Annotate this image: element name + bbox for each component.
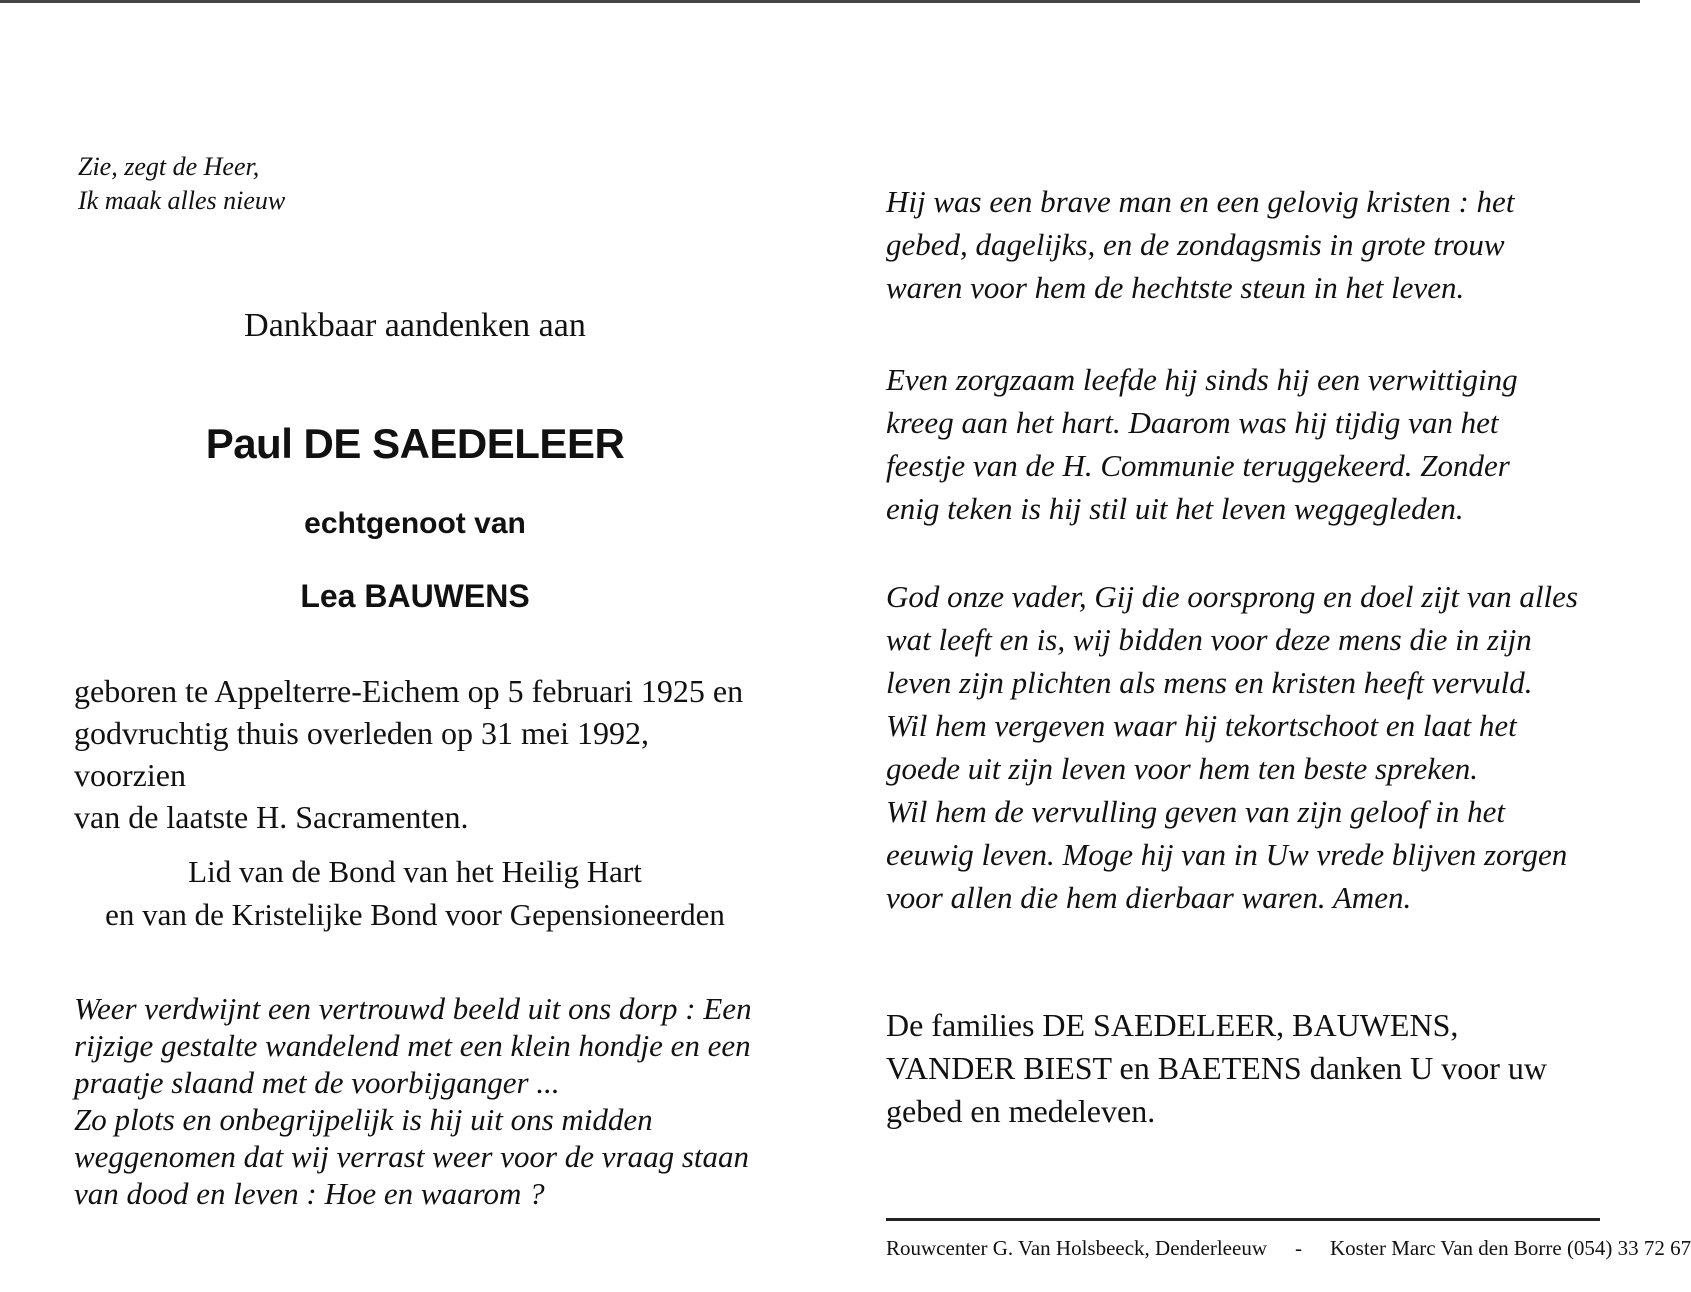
paragraph-line: waren voor hem de hechtste steun in het leven.	[886, 270, 1465, 305]
prayer-line: leven zijn plichten als mens en kristen heeft vervuld.	[886, 665, 1533, 700]
prayer-line: wat leeft en is, wij bidden voor deze mens die in zijn	[886, 622, 1532, 657]
membership-line: Lid van de Bond van het Heilig Hart	[188, 854, 642, 889]
sexton-credit: Koster Marc Van den Borre (054) 33 72 67	[1329, 1236, 1691, 1260]
reflection-line: Zo plots en onbegrijpelijk is hij uit ons midden	[74, 1102, 653, 1137]
prayer-line: voor allen die hem dierbaar waren. Amen.	[886, 880, 1412, 915]
birth-death-details	[74, 670, 764, 838]
thanks-line: De families DE SAEDELEER, BAUWENS,	[886, 1007, 1459, 1043]
deceased-name: Paul DE SAEDELEER	[205, 420, 625, 467]
reflection-line: praatje slaand met de voorbijganger ...	[74, 1065, 560, 1100]
thanks-line: gebed en medeleven.	[886, 1093, 1156, 1129]
footer-separator: -	[1294, 1236, 1302, 1260]
motto-line: Zie, zegt de Heer,	[78, 152, 260, 181]
character-paragraph	[886, 180, 1586, 309]
membership-line: en van de Kristelijke Bond voor Gepensioneerden	[105, 897, 725, 932]
remembrance-intro: Dankbaar aandenken aan	[244, 307, 586, 344]
family-thanks	[886, 1004, 1566, 1133]
bio-line: van de laatste H. Sacramenten.	[74, 799, 469, 835]
funeral-home-credit: Rouwcenter G. Van Holsbeeck, Denderleeuw	[886, 1236, 1267, 1260]
motto-line: Ik maak alles nieuw	[78, 186, 286, 215]
paragraph-line: enig teken is hij stil uit het leven weggegleden.	[886, 491, 1464, 526]
prayer-line: God onze vader, Gij die oorsprong en doel zijt van alles	[886, 579, 1578, 614]
paragraph-line: Hij was een brave man en een gelovig kristen : het	[886, 184, 1515, 219]
membership	[70, 850, 760, 936]
paragraph-line: Even zorgzaam leefde hij sinds hij een verwittiging	[886, 362, 1518, 397]
thanks-line: VANDER BIEST en BAETENS danken U voor uw	[886, 1050, 1547, 1086]
footer-divider	[886, 1218, 1600, 1221]
prayer-paragraph	[886, 575, 1586, 919]
bio-line: geboren te Appelterre-Eichem op 5 februari 1925 en	[74, 673, 744, 709]
prayer-line: Wil hem de vervulling geven van zijn geloof in het	[886, 794, 1505, 829]
paragraph-line: kreeg aan het hart. Daarom was hij tijdig van het	[886, 405, 1499, 440]
passing-paragraph	[886, 358, 1586, 530]
prayer-line: eeuwig leven. Moge hij van in Uw vrede blijven zorgen	[886, 837, 1568, 872]
reflection-line: weggenomen dat wij verrast weer voor de vraag staan	[74, 1139, 750, 1174]
paragraph-line: feestje van de H. Communie teruggekeerd. Zonder	[886, 448, 1510, 483]
prayer-line: goede uit zijn leven voor hem ten beste spreken.	[886, 751, 1478, 786]
reflection-line: van dood en leven : Hoe en waarom ?	[74, 1176, 545, 1211]
motto	[78, 150, 285, 218]
reflection-line: rijzige gestalte wandelend met een klein hondje en een	[74, 1028, 751, 1063]
bio-line: godvruchtig thuis overleden op 31 mei 1992, voorzien	[74, 715, 650, 793]
reflection-line: Weer verdwijnt een vertrouwd beeld uit ons dorp : Een	[74, 991, 752, 1026]
spouse-label: echtgenoot van	[304, 507, 526, 540]
paragraph-line: gebed, dagelijks, en de zondagsmis in grote trouw	[886, 227, 1505, 262]
reflection-text	[74, 990, 764, 1212]
printer-footer	[886, 1236, 1691, 1261]
prayer-line: Wil hem vergeven waar hij tekortschoot en laat het	[886, 708, 1517, 743]
top-border-line	[0, 0, 1640, 3]
spouse-name: Lea BAUWENS	[300, 578, 530, 614]
